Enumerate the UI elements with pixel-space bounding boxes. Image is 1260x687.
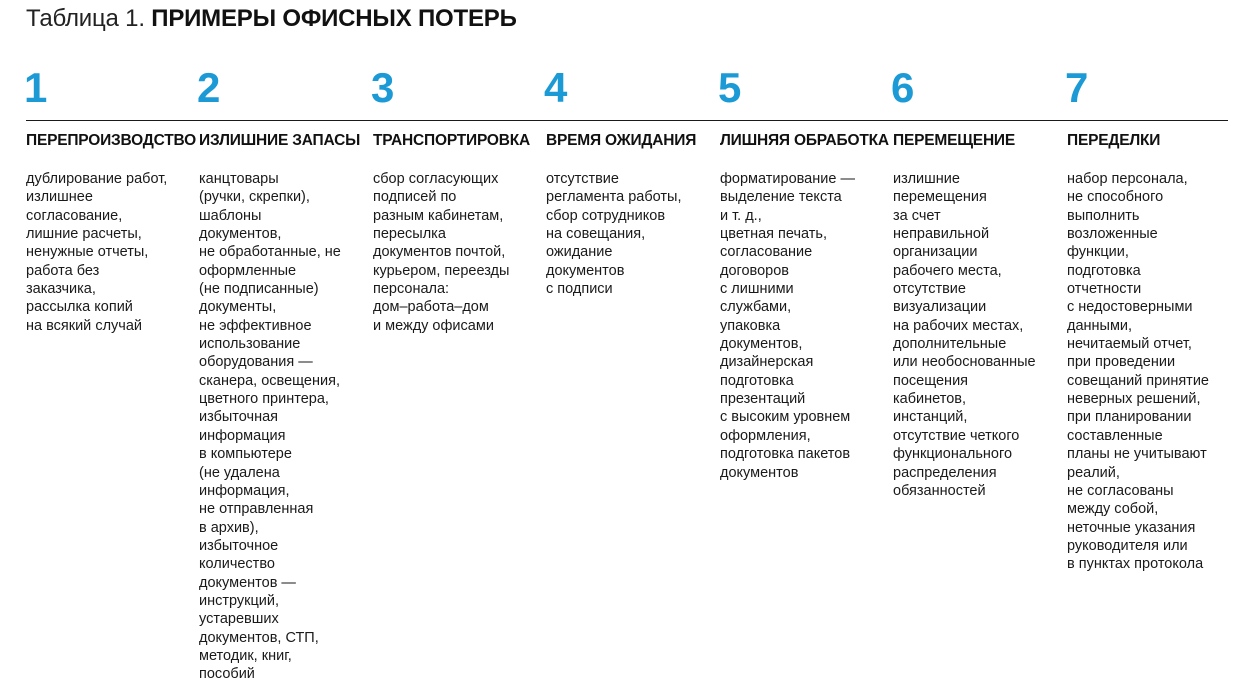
column-text-line: пособий (199, 666, 255, 683)
column-number-6: 6 (891, 64, 915, 111)
column-text-line: отсутствие (893, 281, 966, 298)
column-text-line: перемещения (893, 189, 987, 206)
column-text-line: между собой, (1067, 501, 1159, 518)
column-number-7: 7 (1065, 64, 1089, 111)
column-text-line: в архив), (199, 519, 259, 536)
column-text-line: документов, (199, 226, 282, 243)
column-text-line: излишние (893, 171, 960, 187)
column-text-line: цветная печать, (720, 226, 827, 243)
table-number-label: Таблица 1. (26, 5, 145, 32)
column-number-2: 2 (197, 64, 221, 111)
column-text-line: (не удалена (199, 464, 280, 481)
column-text-line: не отправленная (199, 501, 314, 518)
column-text-line: канцтовары (199, 171, 279, 187)
column-text-line: подготовка пакетов (720, 446, 851, 463)
column-text-line: документов, СТП, (199, 629, 319, 646)
column-text-line: разным кабинетам, (373, 207, 504, 224)
column-text-line: (ручки, скрепки), (199, 189, 310, 206)
column-heading-7: ПЕРЕДЕЛКИ (1067, 132, 1161, 149)
column-text-line: сбор сотрудников (546, 207, 666, 224)
column-text-line: и между офисами (373, 317, 494, 334)
column-text-line: на совещания, (546, 226, 646, 243)
column-text-line: шаблоны (199, 207, 262, 224)
column-text-line: руководителя или (1067, 537, 1188, 554)
column-body-1 (26, 170, 167, 335)
column-text-line: документы, (199, 299, 277, 316)
column-body-2 (199, 170, 341, 684)
column-text-line: информация, (199, 482, 290, 499)
column-body-5 (720, 170, 855, 482)
column-text-line: персонала: (373, 281, 450, 298)
column-text-line: сканера, освещения, (199, 372, 340, 389)
column-text-line: данными, (1067, 317, 1133, 334)
column-text-line: количество (199, 556, 275, 573)
column-heading-1: ПЕРЕПРОИЗВОДСТВО (26, 132, 196, 149)
column-text-line: составленные (1067, 427, 1163, 444)
column-text-line: сбор согласующих (373, 171, 499, 187)
column-text-line: визуализации (893, 299, 987, 316)
column-text-line: дополнительные (893, 336, 1007, 353)
column-text-line: презентаций (720, 391, 806, 408)
column-text-line: документов почтой, (373, 244, 506, 261)
column-text-line: дизайнерская (720, 354, 814, 371)
column-text-line: в компьютере (199, 446, 292, 463)
column-text-line: оборудования — (199, 354, 313, 371)
column-number-1: 1 (24, 64, 48, 111)
page-title (26, 2, 517, 36)
column-text-line: излишнее (26, 189, 93, 206)
column-text-line: оформленные (199, 262, 297, 279)
column-text-line: за счет (893, 207, 941, 224)
column-body-4 (546, 170, 682, 298)
column-number-4: 4 (544, 64, 568, 111)
column-text-line: ожидание (546, 244, 613, 261)
column-number-3: 3 (371, 64, 395, 111)
column-text-line: согласование (720, 244, 813, 261)
column-text-line: устаревших (199, 611, 279, 628)
column-text-line: согласование, (26, 207, 123, 224)
column-text-line: выполнить (1067, 207, 1140, 224)
column-text-line: с недостоверными (1067, 299, 1193, 316)
column-heading-4: ВРЕМЯ ОЖИДАНИЯ (546, 132, 697, 149)
column-text-line: при планировании (1067, 409, 1192, 426)
column-heading-2: ИЗЛИШНИЕ ЗАПАСЫ (199, 132, 361, 149)
column-text-line: неверных решений, (1067, 391, 1201, 408)
column-text-line: набор персонала, (1067, 171, 1188, 187)
column-text-line: отчетности (1067, 281, 1142, 298)
column-text-line: отсутствие (546, 171, 619, 187)
column-number-5: 5 (718, 64, 742, 111)
column-text-line: посещения (893, 372, 969, 389)
column-text-line: кабинетов, (893, 391, 966, 408)
column-text-line: цветного принтера, (199, 391, 329, 408)
column-text-line: (не подписанные) (199, 281, 319, 298)
column-text-line: информация (199, 427, 286, 444)
column-body-3 (373, 170, 509, 335)
column-text-line: функционального (893, 446, 1013, 463)
column-body-7 (1067, 170, 1209, 574)
header-divider (26, 120, 1228, 121)
column-text-line: планы не учитывают (1067, 446, 1207, 463)
column-text-line: нечитаемый отчет, (1067, 336, 1192, 353)
column-text-line: реалий, (1067, 464, 1120, 481)
column-text-line: не согласованы (1067, 482, 1174, 499)
column-heading-3: ТРАНСПОРТИРОВКА (373, 132, 531, 149)
column-text-line: форматирование — (720, 171, 855, 187)
column-text-line: в пунктах протокола (1067, 556, 1204, 573)
column-text-line: документов, (720, 336, 803, 353)
column-text-line: организации (893, 244, 978, 261)
column-text-line: пересылка (373, 226, 446, 243)
column-text-line: неправильной (893, 226, 990, 243)
column-text-line: документов — (199, 574, 296, 591)
column-text-line: подготовка (1067, 262, 1141, 279)
column-text-line: работа без (26, 262, 100, 279)
column-text-line: службами, (720, 299, 792, 316)
column-text-line: неточные указания (1067, 519, 1196, 536)
column-text-line: договоров (720, 262, 789, 279)
column-text-line: подготовка (720, 372, 794, 389)
column-text-line: рабочего места, (893, 262, 1002, 279)
column-heading-5: ЛИШНЯЯ ОБРАБОТКА (720, 132, 889, 149)
column-text-line: на всякий случай (26, 317, 142, 334)
column-text-line: документов (720, 464, 799, 481)
column-text-line: на рабочих местах, (893, 317, 1024, 334)
column-text-line: избыточное (199, 537, 279, 554)
column-text-line: дублирование работ, (26, 171, 168, 187)
column-text-line: отсутствие четкого (893, 427, 1020, 444)
column-text-line: регламента работы, (546, 189, 682, 206)
column-text-line: с лишними (720, 281, 794, 298)
column-text-line: заказчика, (26, 281, 96, 298)
column-text-line: с высоким уровнем (720, 409, 851, 426)
column-text-line: методик, книг, (199, 647, 292, 664)
column-text-line: и т. д., (720, 207, 762, 224)
column-text-line: подписей по (373, 189, 457, 206)
column-heading-6: ПЕРЕМЕЩЕНИЕ (893, 132, 1016, 149)
column-text-line: ненужные отчеты, (26, 244, 149, 261)
column-text-line: использование (199, 336, 301, 353)
column-text-line: избыточная (199, 409, 279, 426)
column-text-line: оформления, (720, 427, 811, 444)
column-text-line: курьером, переезды (373, 262, 510, 279)
column-text-line: дом–работа–дом (373, 299, 489, 316)
column-text-line: не обработанные, не (199, 244, 341, 261)
column-text-line: рассылка копий (26, 299, 133, 316)
column-text-line: лишние расчеты, (26, 226, 142, 243)
column-text-line: распределения (893, 464, 997, 481)
column-text-line: функции, (1067, 244, 1129, 261)
column-text-line: возложенные (1067, 226, 1158, 243)
table-title: ПРИМЕРЫ ОФИСНЫХ ПОТЕРЬ (151, 5, 517, 32)
column-text-line: обязанностей (893, 482, 986, 499)
column-text-line: документов (546, 262, 625, 279)
column-text-line: инстанций, (893, 409, 968, 426)
column-text-line: инструкций, (199, 592, 280, 609)
column-text-line: или необоснованные (893, 354, 1036, 371)
column-text-line: с подписи (546, 281, 613, 298)
column-text-line: выделение текста (720, 189, 842, 206)
column-text-line: не эффективное (199, 317, 312, 334)
column-text-line: упаковка (720, 317, 781, 334)
column-text-line: совещаний принятие (1067, 372, 1209, 389)
column-text-line: при проведении (1067, 354, 1176, 371)
column-text-line: не способного (1067, 189, 1164, 206)
column-body-6 (893, 170, 1036, 500)
